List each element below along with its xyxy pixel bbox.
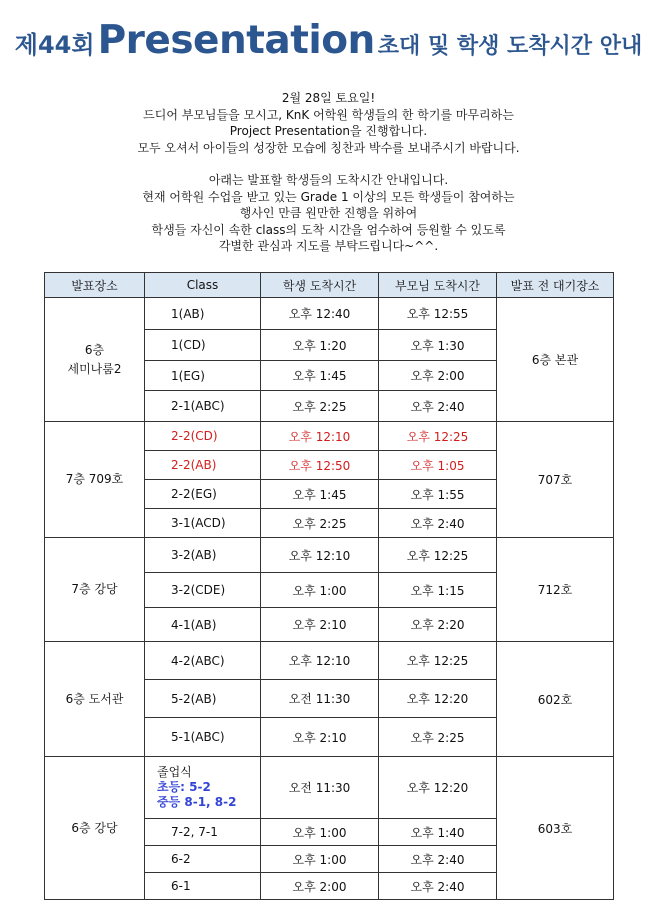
student-time-cell: 오후 1:45 (261, 480, 379, 509)
table-row (45, 538, 614, 573)
header-parent-arrival: 부모님 도착시간 (379, 273, 497, 298)
student-time-cell: 오후 2:25 (261, 391, 379, 422)
intro-line: 현재 어학원 수업을 받고 있는 Grade 1 이상의 모든 학생들이 참여하는 (142, 189, 515, 204)
parent-time-cell: 오후 2:40 (379, 873, 497, 900)
student-time-cell: 오전 11:30 (261, 680, 379, 718)
class-cell: 7-2, 7-1 (145, 819, 261, 846)
parent-time-cell: 오후 12:20 (379, 680, 497, 718)
title-prefix: 제44회 (14, 31, 95, 59)
intro-line: 행사인 만큼 원만한 진행을 위하여 (239, 206, 418, 220)
student-time-cell: 오후 12:10 (261, 538, 379, 573)
class-cell: 1(CD) (145, 330, 261, 361)
header-student-arrival: 학생 도착시간 (261, 273, 379, 298)
waiting-room-cell: 602호 (497, 642, 614, 757)
intro-text (20, 90, 637, 255)
intro-line: Project Presentation을 진행합니다. (229, 124, 428, 138)
class-cell: 3-2(CDE) (145, 573, 261, 608)
waiting-room-cell: 6층 본관 (497, 298, 614, 422)
parent-time-cell: 오후 12:25 (379, 642, 497, 680)
student-time-cell: 오후 1:00 (261, 573, 379, 608)
student-time-cell: 오후 12:50 (261, 451, 379, 480)
parent-time-cell: 오후 2:00 (379, 361, 497, 391)
class-cell: 2-2(EG) (145, 480, 261, 509)
parent-time-cell: 오후 2:20 (379, 608, 497, 642)
student-time-cell: 오후 1:00 (261, 819, 379, 846)
student-time-cell: 오후 2:25 (261, 509, 379, 538)
student-time-cell: 오후 1:00 (261, 846, 379, 873)
class-cell: 2-2(CD) (145, 422, 261, 451)
intro-line: 아래는 발표할 학생들의 도착시간 안내입니다. (208, 173, 449, 187)
parent-time-cell: 오후 1:05 (379, 451, 497, 480)
intro-line: 드디어 부모님들을 모시고, KnK 어학원 학생들의 한 학기를 마무리하는 (143, 107, 514, 122)
header-location: 발표장소 (45, 273, 145, 298)
table-row (45, 298, 614, 330)
intro-line: 모두 오셔서 아이들의 성장한 모습에 칭찬과 박수를 보내주시기 바랍니다. (137, 140, 520, 155)
student-time-cell: 오후 2:10 (261, 608, 379, 642)
class-cell: 3-2(AB) (145, 538, 261, 573)
student-time-cell: 오전 11:30 (261, 757, 379, 819)
class-cell: 6-1 (145, 873, 261, 900)
student-time-cell: 오후 12:40 (261, 298, 379, 330)
student-time-cell: 오후 12:10 (261, 422, 379, 451)
location-cell: 6층 강당 (45, 757, 145, 900)
graduation-middle: 중등 8-1, 8-2 (157, 795, 237, 809)
parent-time-cell: 오후 2:40 (379, 846, 497, 873)
location-cell: 7층 강당 (45, 538, 145, 642)
parent-time-cell: 오후 12:25 (379, 538, 497, 573)
class-cell: 1(AB) (145, 298, 261, 330)
header-waiting-room: 발표 전 대기장소 (497, 273, 614, 298)
class-cell: 5-1(ABC) (145, 718, 261, 757)
parent-time-cell: 오후 12:20 (379, 757, 497, 819)
waiting-room-cell: 712호 (497, 538, 614, 642)
waiting-room-cell: 707호 (497, 422, 614, 538)
table-row (45, 642, 614, 680)
title-suffix: 초대 및 학생 도착시간 안내 (377, 34, 643, 59)
class-cell: 2-1(ABC) (145, 391, 261, 422)
class-cell: 6-2 (145, 846, 261, 873)
parent-time-cell: 오후 1:15 (379, 573, 497, 608)
parent-time-cell: 오후 1:55 (379, 480, 497, 509)
class-cell: 4-2(ABC) (145, 642, 261, 680)
header-class: Class (145, 273, 261, 298)
title-main: Presentation (97, 18, 375, 63)
intro-line: 2월 28일 토요일! (281, 91, 376, 105)
parent-time-cell: 오후 12:55 (379, 298, 497, 330)
waiting-room-cell: 603호 (497, 757, 614, 900)
parent-time-cell: 오후 2:40 (379, 509, 497, 538)
location-cell: 6층 세미나룸2 (45, 298, 145, 422)
class-cell: 4-1(AB) (145, 608, 261, 642)
table-header-row (45, 273, 614, 298)
class-cell: 1(EG) (145, 361, 261, 391)
class-cell: 3-1(ACD) (145, 509, 261, 538)
graduation-label: 졸업식 (157, 765, 192, 779)
parent-time-cell: 오후 1:30 (379, 330, 497, 361)
parent-time-cell: 오후 2:25 (379, 718, 497, 757)
parent-time-cell: 오후 12:25 (379, 422, 497, 451)
arrival-schedule-table (44, 272, 614, 900)
intro-line: 각별한 관심과 지도를 부탁드립니다~^^. (218, 239, 439, 253)
table-row (45, 422, 614, 451)
student-time-cell: 오후 12:10 (261, 642, 379, 680)
class-cell: 5-2(AB) (145, 680, 261, 718)
paragraph-gap (20, 156, 637, 172)
student-time-cell: 오후 1:45 (261, 361, 379, 391)
class-cell (145, 757, 261, 819)
location-cell: 7층 709호 (45, 422, 145, 538)
graduation-elementary: 초등: 5-2 (157, 780, 211, 794)
intro-line: 학생들 자신이 속한 class의 도착 시간을 엄수하여 등원할 수 있도록 (151, 222, 506, 237)
parent-time-cell: 오후 1:40 (379, 819, 497, 846)
class-cell: 2-2(AB) (145, 451, 261, 480)
location-cell: 6층 도서관 (45, 642, 145, 757)
page-title (0, 18, 657, 63)
student-time-cell: 오후 2:00 (261, 873, 379, 900)
parent-time-cell: 오후 2:40 (379, 391, 497, 422)
student-time-cell: 오후 2:10 (261, 718, 379, 757)
student-time-cell: 오후 1:20 (261, 330, 379, 361)
table-row (45, 757, 614, 819)
